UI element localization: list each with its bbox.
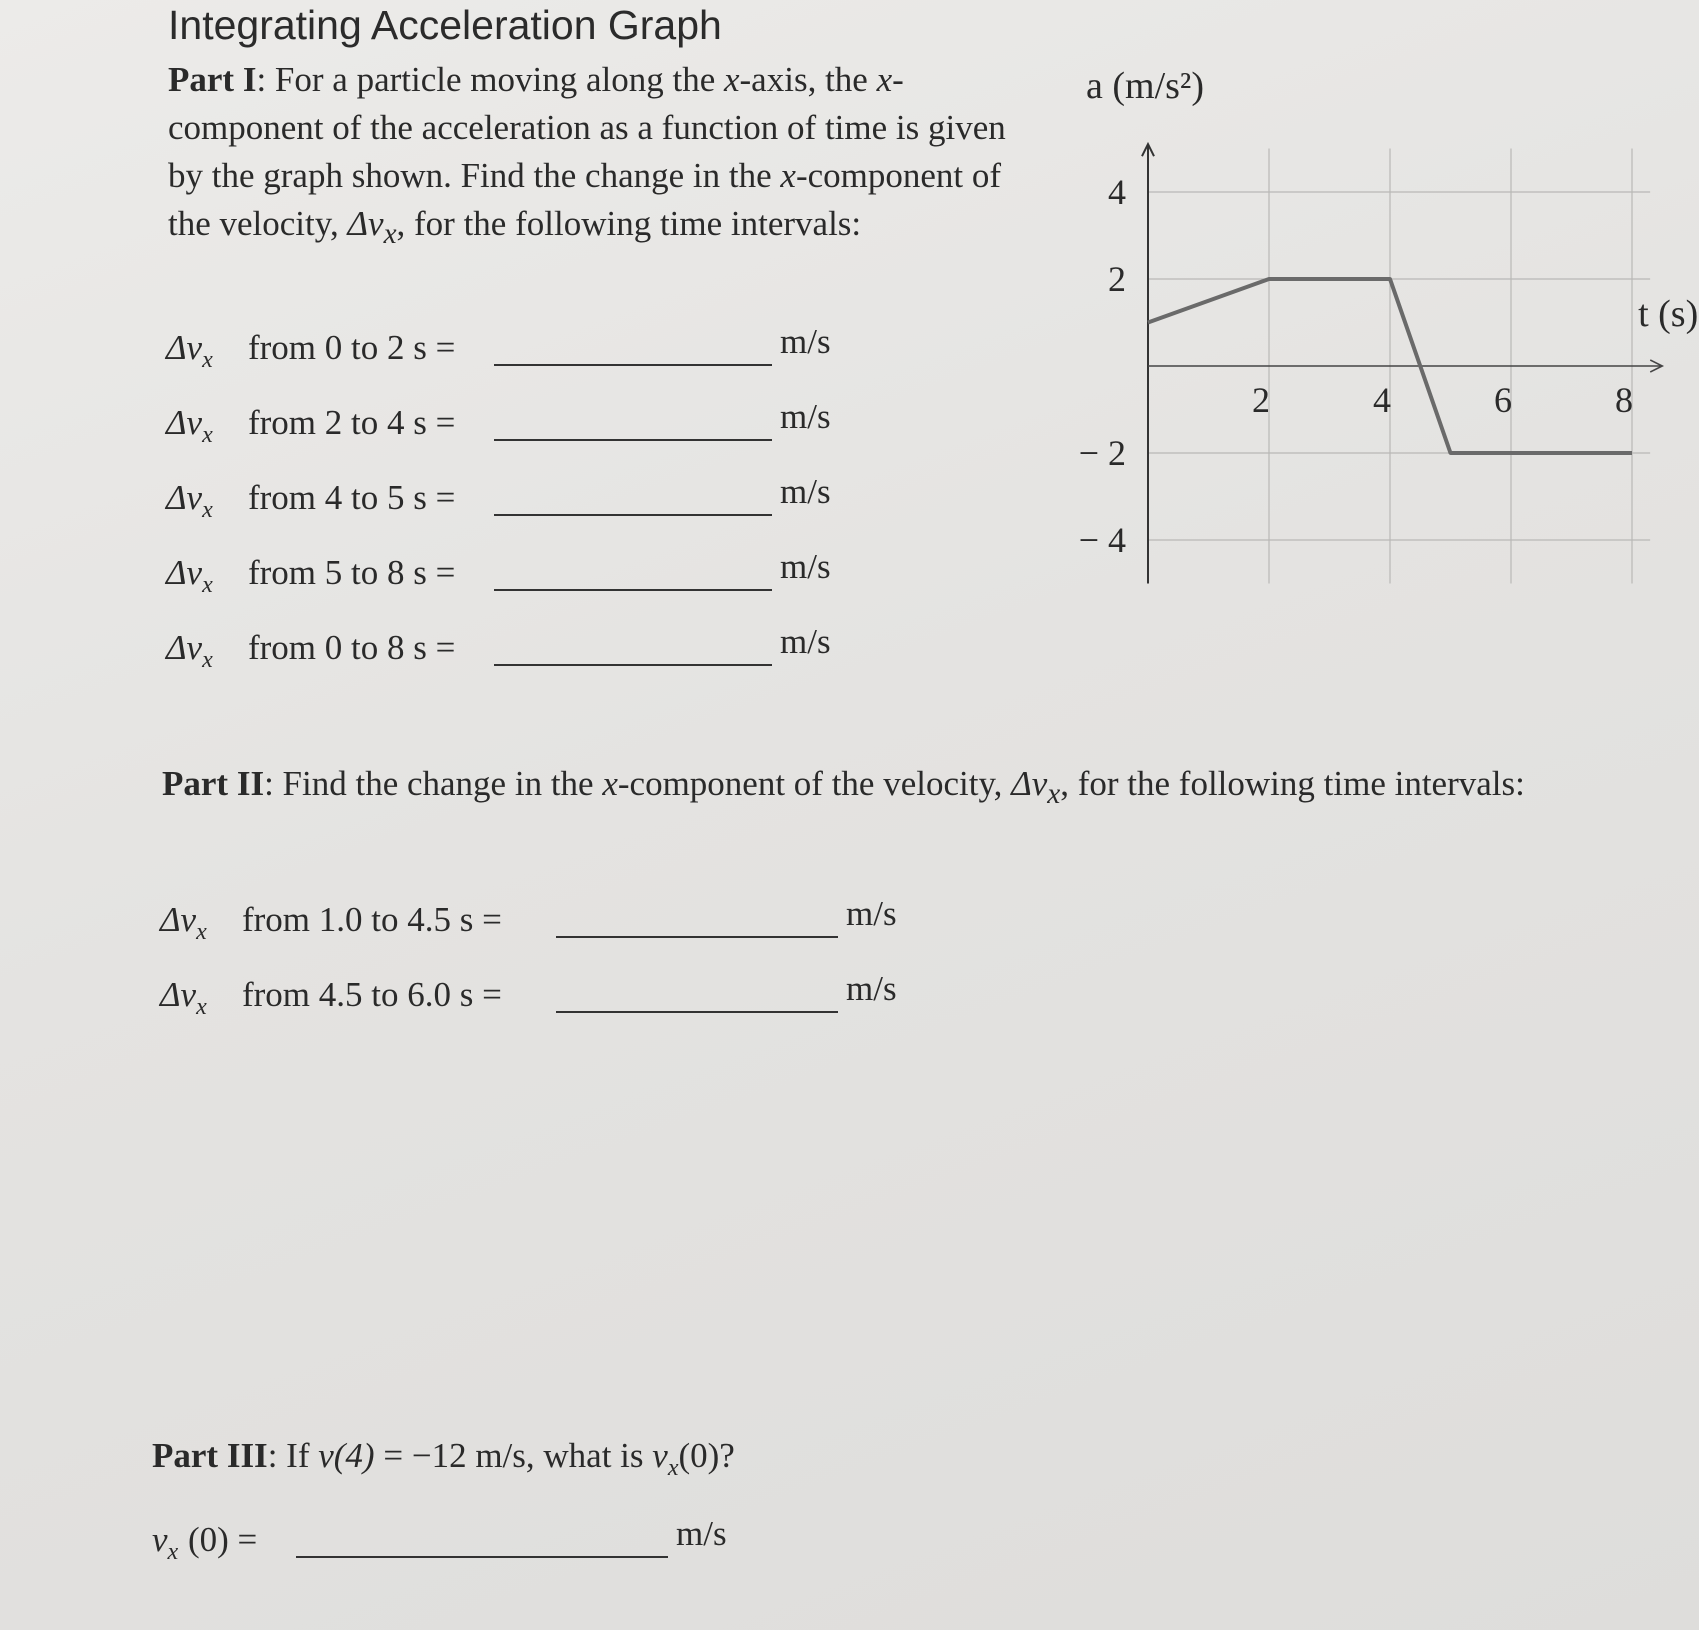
vx-symbol: $v_x$ <box>152 1520 179 1565</box>
part3-heading: Part III <box>152 1436 268 1475</box>
answer-blank[interactable] <box>494 364 772 366</box>
unit-label: m/s <box>846 969 897 1008</box>
delta-vx-symbol: $\Delta v_x$ <box>166 553 213 598</box>
worksheet-title: Integrating Acceleration Graph <box>168 2 722 48</box>
part1-text: -component of the velocity, <box>168 156 1002 243</box>
unit-label: m/s <box>780 397 831 436</box>
part1-text: -axis, the <box>739 60 877 99</box>
delta-vx-symbol: $\Delta v_x$ <box>160 900 207 945</box>
answer-blank[interactable] <box>296 1556 668 1558</box>
interval-label: from 0 to 8 s = <box>248 628 456 667</box>
answer-blank[interactable] <box>494 664 772 666</box>
part1-text: : For a particle moving along the <box>256 60 724 99</box>
y-tick-label: − 4 <box>1078 520 1126 560</box>
acceleration-graph <box>1060 0 1699 620</box>
part3-prompt: Part III: If v(4) = −12 m/s, what is $v_x(0)$? <box>152 1436 735 1481</box>
unit-label: m/s <box>846 894 897 933</box>
answer-blank[interactable] <box>494 589 772 591</box>
answer-blank[interactable] <box>556 1011 838 1013</box>
unit-label: m/s <box>780 622 831 661</box>
part1-heading: Part I <box>168 60 257 99</box>
part1-text: , for the following time intervals: <box>396 204 862 243</box>
x-tick-label: 8 <box>1615 380 1633 420</box>
part1-text: -component of the acceleration as a function of time is given by the graph shown. Find the change in the <box>168 60 1006 195</box>
delta-vx-symbol: $\Delta v_x$ <box>166 328 213 373</box>
answer-blank[interactable] <box>494 514 772 516</box>
x-var: x <box>780 156 796 195</box>
y-axis-label: a (m/s²) <box>1086 65 1204 107</box>
y-tick-label: − 2 <box>1078 433 1126 473</box>
delta-vx-symbol: $\Delta v_x$ <box>166 403 213 448</box>
x-axis-label: t (s) <box>1638 293 1699 335</box>
answer-blank[interactable] <box>494 439 772 441</box>
delta-vx-symbol: $\Delta v_x$ <box>160 975 207 1020</box>
interval-label: from 4.5 to 6.0 s = <box>242 975 502 1014</box>
unit-label: m/s <box>780 322 831 361</box>
interval-label: from 5 to 8 s = <box>248 553 456 592</box>
answer-unit: m/s <box>676 1514 727 1553</box>
x-tick-label: 6 <box>1494 380 1512 420</box>
delta-vx-symbol: $\Delta v_x$ <box>166 628 213 673</box>
answer-lhs: (0) = <box>188 1520 258 1559</box>
x-tick-label: 4 <box>1373 380 1391 420</box>
delta-vx-symbol: $\Delta v_x$ <box>1011 764 1061 810</box>
interval-label: from 0 to 2 s = <box>248 328 456 367</box>
x-var: x <box>723 60 740 99</box>
interval-label: from 4 to 5 s = <box>248 478 456 517</box>
x-var: x <box>876 60 893 99</box>
y-tick-label: 4 <box>1108 172 1126 212</box>
part2-prompt: Part II: Find the change in the x-component of the velocity, $\Delta v_x$, for the following time intervals: <box>162 764 1525 810</box>
delta-vx-symbol: $\Delta v_x$ <box>347 204 397 250</box>
answer-blank[interactable] <box>556 936 838 938</box>
unit-label: m/s <box>780 472 831 511</box>
y-tick-label: 2 <box>1108 259 1126 299</box>
interval-label: from 2 to 4 s = <box>248 403 456 442</box>
part1-prompt <box>168 56 1028 258</box>
x-tick-label: 2 <box>1252 380 1270 420</box>
unit-label: m/s <box>780 547 831 586</box>
interval-label: from 1.0 to 4.5 s = <box>242 900 502 939</box>
part2-heading: Part II <box>162 764 265 803</box>
delta-vx-symbol: $\Delta v_x$ <box>166 478 213 523</box>
